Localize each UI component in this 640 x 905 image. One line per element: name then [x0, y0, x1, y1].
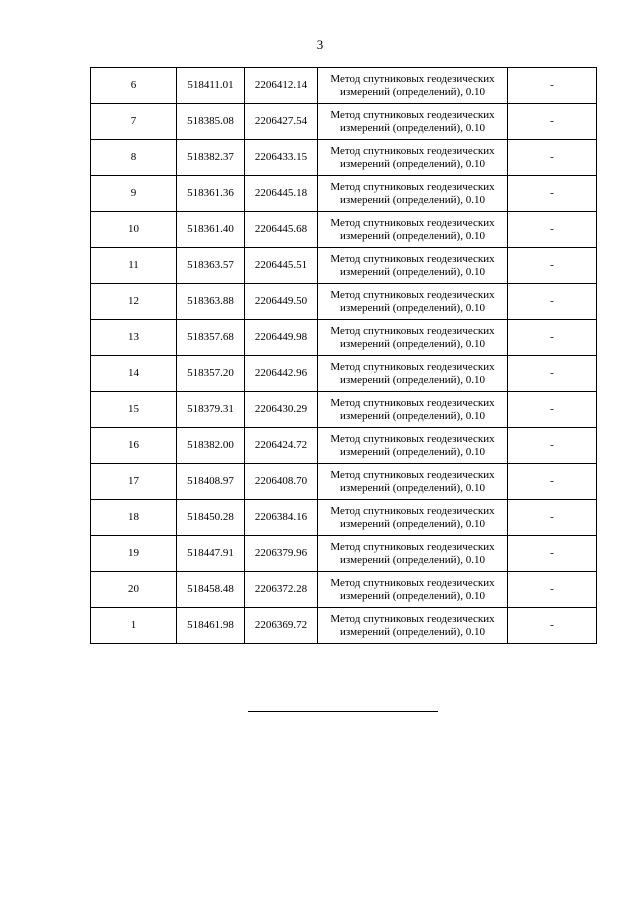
point-number-cell: 10	[91, 212, 177, 248]
coordinate-x-cell: 518447.91	[177, 536, 245, 572]
coordinate-y-cell: 2206433.15	[245, 140, 318, 176]
point-description-cell: -	[508, 320, 597, 356]
table-row	[91, 68, 597, 104]
method-accuracy-cell	[318, 500, 508, 536]
point-number-cell: 8	[91, 140, 177, 176]
table-row	[91, 212, 597, 248]
coordinate-y-cell: 2206427.54	[245, 104, 318, 140]
method-accuracy-cell	[318, 536, 508, 572]
point-number-cell: 17	[91, 464, 177, 500]
table-row	[91, 284, 597, 320]
point-description-cell: -	[508, 392, 597, 428]
point-description-cell: -	[508, 572, 597, 608]
point-number-cell: 16	[91, 428, 177, 464]
point-description-cell: -	[508, 104, 597, 140]
method-accuracy-cell	[318, 572, 508, 608]
method-accuracy-cell	[318, 356, 508, 392]
method-accuracy-text: Метод спутниковых геодезических измерений (определений), 0.10	[330, 360, 495, 386]
point-number-cell: 19	[91, 536, 177, 572]
coordinate-y-cell: 2206379.96	[245, 536, 318, 572]
table-row	[91, 572, 597, 608]
method-accuracy-cell	[318, 284, 508, 320]
point-description-cell: -	[508, 212, 597, 248]
coordinate-x-cell: 518357.20	[177, 356, 245, 392]
point-number-cell: 9	[91, 176, 177, 212]
method-accuracy-text: Метод спутниковых геодезических измерений (определений), 0.10	[330, 468, 495, 494]
method-accuracy-cell	[318, 104, 508, 140]
method-accuracy-cell	[318, 320, 508, 356]
method-accuracy-text: Метод спутниковых геодезических измерений (определений), 0.10	[330, 288, 495, 314]
coordinate-x-cell: 518361.40	[177, 212, 245, 248]
table-row	[91, 608, 597, 644]
method-accuracy-text: Метод спутниковых геодезических измерений (определений), 0.10	[330, 72, 495, 98]
point-description-cell: -	[508, 428, 597, 464]
point-description-cell: -	[508, 464, 597, 500]
table-row	[91, 104, 597, 140]
method-accuracy-text: Метод спутниковых геодезических измерений (определений), 0.10	[330, 108, 495, 134]
point-description-cell: -	[508, 536, 597, 572]
point-description-cell: -	[508, 500, 597, 536]
point-description-cell: -	[508, 176, 597, 212]
method-accuracy-cell	[318, 68, 508, 104]
coordinate-y-cell: 2206412.14	[245, 68, 318, 104]
point-description-cell: -	[508, 68, 597, 104]
method-accuracy-text: Метод спутниковых геодезических измерений (определений), 0.10	[330, 576, 495, 602]
table-row	[91, 320, 597, 356]
table-row	[91, 140, 597, 176]
coordinate-y-cell: 2206445.68	[245, 212, 318, 248]
coordinates-table-body	[91, 68, 597, 644]
point-number-cell: 1	[91, 608, 177, 644]
point-number-cell: 11	[91, 248, 177, 284]
coordinate-x-cell: 518363.88	[177, 284, 245, 320]
point-number-cell: 6	[91, 68, 177, 104]
table-row	[91, 248, 597, 284]
method-accuracy-cell	[318, 392, 508, 428]
coordinate-y-cell: 2206384.16	[245, 500, 318, 536]
coordinate-y-cell: 2206449.98	[245, 320, 318, 356]
method-accuracy-text: Метод спутниковых геодезических измерений (определений), 0.10	[330, 180, 495, 206]
method-accuracy-text: Метод спутниковых геодезических измерений (определений), 0.10	[330, 540, 495, 566]
method-accuracy-text: Метод спутниковых геодезических измерений (определений), 0.10	[330, 432, 495, 458]
coordinate-x-cell: 518382.37	[177, 140, 245, 176]
point-number-cell: 7	[91, 104, 177, 140]
table-row	[91, 392, 597, 428]
coordinate-x-cell: 518379.31	[177, 392, 245, 428]
coordinate-x-cell: 518458.48	[177, 572, 245, 608]
coordinate-y-cell: 2206424.72	[245, 428, 318, 464]
point-description-cell: -	[508, 608, 597, 644]
coordinate-y-cell: 2206445.18	[245, 176, 318, 212]
coordinate-x-cell: 518382.00	[177, 428, 245, 464]
table-row	[91, 356, 597, 392]
point-description-cell: -	[508, 248, 597, 284]
signature-divider-line	[248, 711, 438, 712]
method-accuracy-text: Метод спутниковых геодезических измерений (определений), 0.10	[330, 612, 495, 638]
table-row	[91, 176, 597, 212]
point-number-cell: 20	[91, 572, 177, 608]
coordinate-y-cell: 2206449.50	[245, 284, 318, 320]
method-accuracy-text: Метод спутниковых геодезических измерений (определений), 0.10	[330, 504, 495, 530]
point-number-cell: 18	[91, 500, 177, 536]
coordinate-y-cell: 2206408.70	[245, 464, 318, 500]
coordinate-y-cell: 2206372.28	[245, 572, 318, 608]
method-accuracy-text: Метод спутниковых геодезических измерений (определений), 0.10	[330, 252, 495, 278]
coordinate-y-cell: 2206369.72	[245, 608, 318, 644]
coordinate-x-cell: 518357.68	[177, 320, 245, 356]
point-description-cell: -	[508, 140, 597, 176]
coordinate-x-cell: 518411.01	[177, 68, 245, 104]
point-description-cell: -	[508, 356, 597, 392]
method-accuracy-cell	[318, 428, 508, 464]
method-accuracy-cell	[318, 176, 508, 212]
page-number: 3	[316, 37, 324, 52]
coordinate-x-cell: 518450.28	[177, 500, 245, 536]
coordinate-x-cell: 518408.97	[177, 464, 245, 500]
coordinates-table	[90, 67, 597, 644]
method-accuracy-text: Метод спутниковых геодезических измерений (определений), 0.10	[330, 324, 495, 350]
method-accuracy-cell	[318, 140, 508, 176]
method-accuracy-cell	[318, 248, 508, 284]
method-accuracy-cell	[318, 212, 508, 248]
coordinate-x-cell: 518461.98	[177, 608, 245, 644]
table-row	[91, 500, 597, 536]
table-row	[91, 428, 597, 464]
method-accuracy-cell	[318, 464, 508, 500]
method-accuracy-text: Метод спутниковых геодезических измерений (определений), 0.10	[330, 396, 495, 422]
point-description-cell: -	[508, 284, 597, 320]
coordinate-x-cell: 518385.08	[177, 104, 245, 140]
point-number-cell: 12	[91, 284, 177, 320]
coordinate-x-cell: 518363.57	[177, 248, 245, 284]
method-accuracy-text: Метод спутниковых геодезических измерений (определений), 0.10	[330, 216, 495, 242]
coordinate-y-cell: 2206445.51	[245, 248, 318, 284]
coordinate-y-cell: 2206430.29	[245, 392, 318, 428]
coordinate-x-cell: 518361.36	[177, 176, 245, 212]
point-number-cell: 14	[91, 356, 177, 392]
method-accuracy-cell	[318, 608, 508, 644]
point-number-cell: 13	[91, 320, 177, 356]
table-row	[91, 536, 597, 572]
point-number-cell: 15	[91, 392, 177, 428]
method-accuracy-text: Метод спутниковых геодезических измерений (определений), 0.10	[330, 144, 495, 170]
table-row	[91, 464, 597, 500]
coordinate-y-cell: 2206442.96	[245, 356, 318, 392]
